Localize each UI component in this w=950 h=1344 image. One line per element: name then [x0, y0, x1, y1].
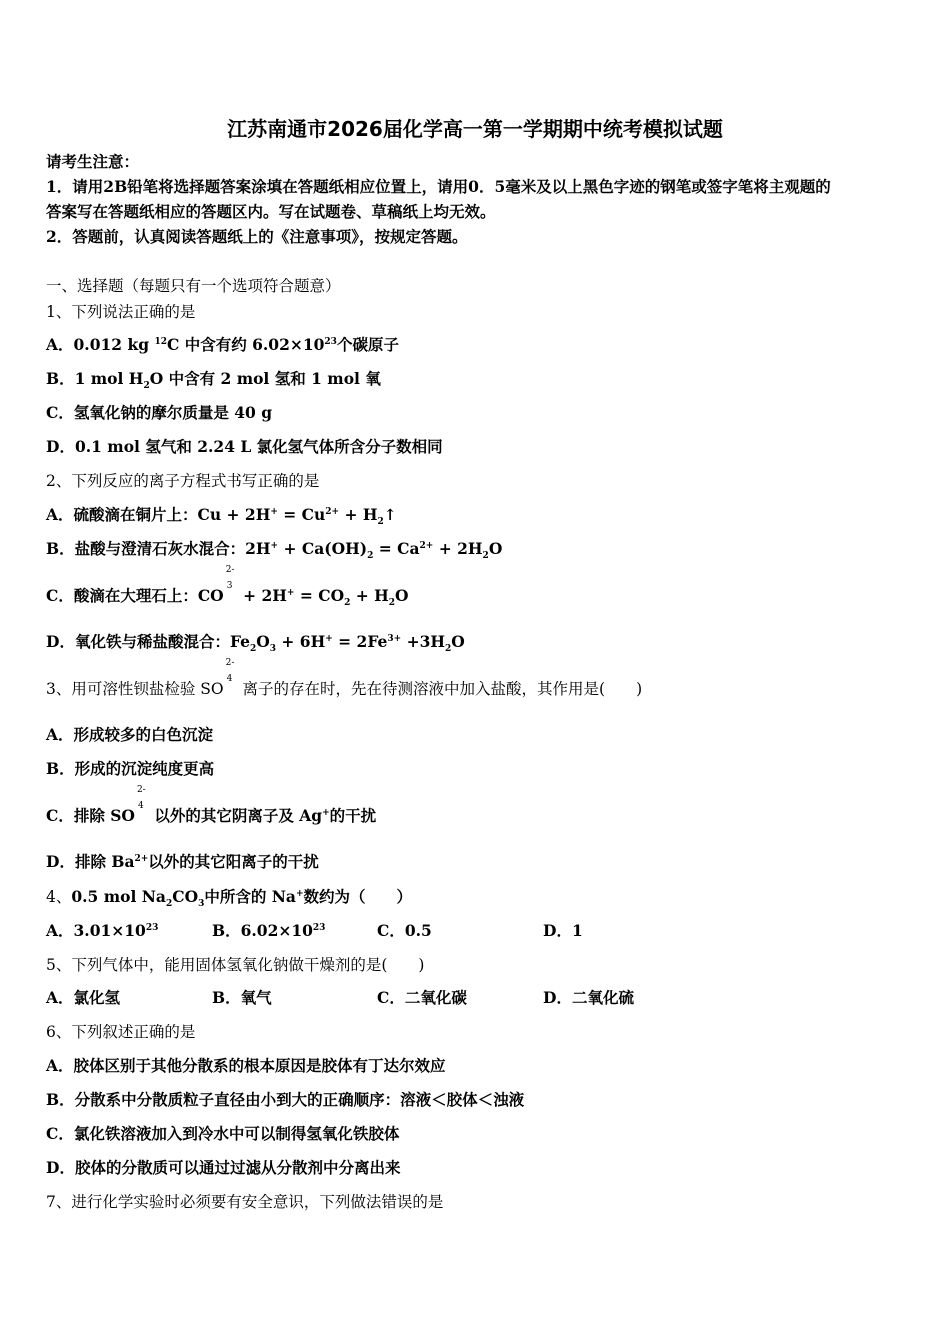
question-6-option-b: B．分散系中分散质粒子直径由小到大的正确顺序：溶液＜胶体＜浊液	[46, 1090, 525, 1109]
sulfate-ion-charge: 2- 4	[136, 785, 146, 811]
question-5-option-d: D．二氧化硫	[543, 988, 634, 1007]
question-6-option-d: D．胶体的分散质可以通过过滤从分散剂中分离出来	[46, 1158, 401, 1177]
question-5-stem: 5、下列气体中，能用固体氢氧化钠做干燥剂的是( )	[46, 956, 425, 974]
question-1-option-d: D．0.1 mol 氢气和 2.24 L 氯化氢气体所含分子数相同	[46, 437, 443, 456]
question-3-option-d: D．排除 $Ba^{2+}$以外的其它阳离子的干扰	[46, 852, 319, 871]
question-1-option-a: A．0.012 kg $^{12}$C 中含有约 $6.02\times 10^{23}$个碳原子	[46, 335, 399, 354]
question-3-option-c: C．排除 SO 2- 4 以外的其它阴离子及 Ag+的干扰	[46, 785, 377, 825]
question-2-stem: 2、下列反应的离子方程式书写正确的是	[46, 472, 320, 490]
sulfate-ion-charge: 2- 4	[225, 658, 235, 684]
question-2-option-d: D．氧化铁与稀盐酸混合：$Fe_2O_3 + 6H^+ = 2Fe^{3+} +3H_2O$	[46, 632, 465, 655]
question-3-stem: 3、用可溶性钡盐检验 SO 2- 4 离子的存在时，先在待测溶液中加入盐酸，其作用是( )	[46, 658, 643, 698]
question-3-option-b: B．形成的沉淀纯度更高	[46, 759, 215, 778]
question-4-option-a: A．$3.01\times 10^{23}$	[46, 921, 159, 940]
question-1-option-b: B．1 mol $H_2O$ 中含有 2 mol 氢和 1 mol 氧	[46, 369, 381, 392]
notice-item-2: 2．答题前，认真阅读答题纸上的《注意事项》，按规定答题。	[46, 227, 468, 246]
page-title: 江苏南通市2026届化学高一第一学期期中统考模拟试题	[227, 117, 723, 141]
question-6-option-a: A．胶体区别于其他分散系的根本原因是胶体有丁达尔效应	[46, 1056, 446, 1075]
carbonate-ion-charge: 2- 3	[225, 565, 235, 591]
notice-item-1-cont: 答案写在答题纸相应的答题区内。写在试题卷、草稿纸上均无效。	[46, 202, 496, 221]
notice-item-1: 1．请用2B铅笔将选择题答案涂填在答题纸相应位置上，请用0．5毫米及以上黑色字迹的钢笔或签字笔将主观题的	[46, 177, 831, 196]
question-2-option-a: A．硫酸滴在铜片上：$Cu + 2H^+ = Cu^{2+}$ + $H_2↑$	[46, 505, 397, 528]
question-1-option-c: C．氢氧化钠的摩尔质量是 40 g	[46, 403, 273, 422]
question-1-stem: 1、下列说法正确的是	[46, 303, 196, 321]
question-6-stem: 6、下列叙述正确的是	[46, 1023, 196, 1041]
question-4-option-b: B．$6.02\times 10^{23}$	[212, 921, 326, 940]
question-4-option-d: D．1	[543, 921, 583, 940]
section-heading: 一、选择题（每题只有一个选项符合题意）	[46, 277, 341, 295]
question-5-option-b: B．氧气	[212, 988, 272, 1007]
question-4-stem: 4、0.5 mol $Na_2CO_3$中所含的 Na+数约为（ ）	[46, 887, 413, 910]
question-3-option-a: A．形成较多的白色沉淀	[46, 725, 214, 744]
question-2-option-c: C．酸滴在大理石上：CO 2- 3 + $2H^+ = CO_2 + H_2O$	[46, 565, 409, 609]
question-7-stem: 7、进行化学实验时必须要有安全意识，下列做法错误的是	[46, 1193, 444, 1211]
question-5-option-a: A．氯化氢	[46, 988, 121, 1007]
question-4-option-c: C．0.5	[377, 921, 432, 940]
question-5-option-c: C．二氧化碳	[377, 988, 467, 1007]
notice-heading: 请考生注意：	[46, 152, 140, 171]
question-2-option-b: B．盐酸与澄清石灰水混合：$2H^+ + Ca(OH)_2 = Ca^{2+} + 2H_2O$	[46, 539, 503, 562]
question-6-option-c: C．氯化铁溶液加入到冷水中可以制得氢氧化铁胶体	[46, 1124, 400, 1143]
